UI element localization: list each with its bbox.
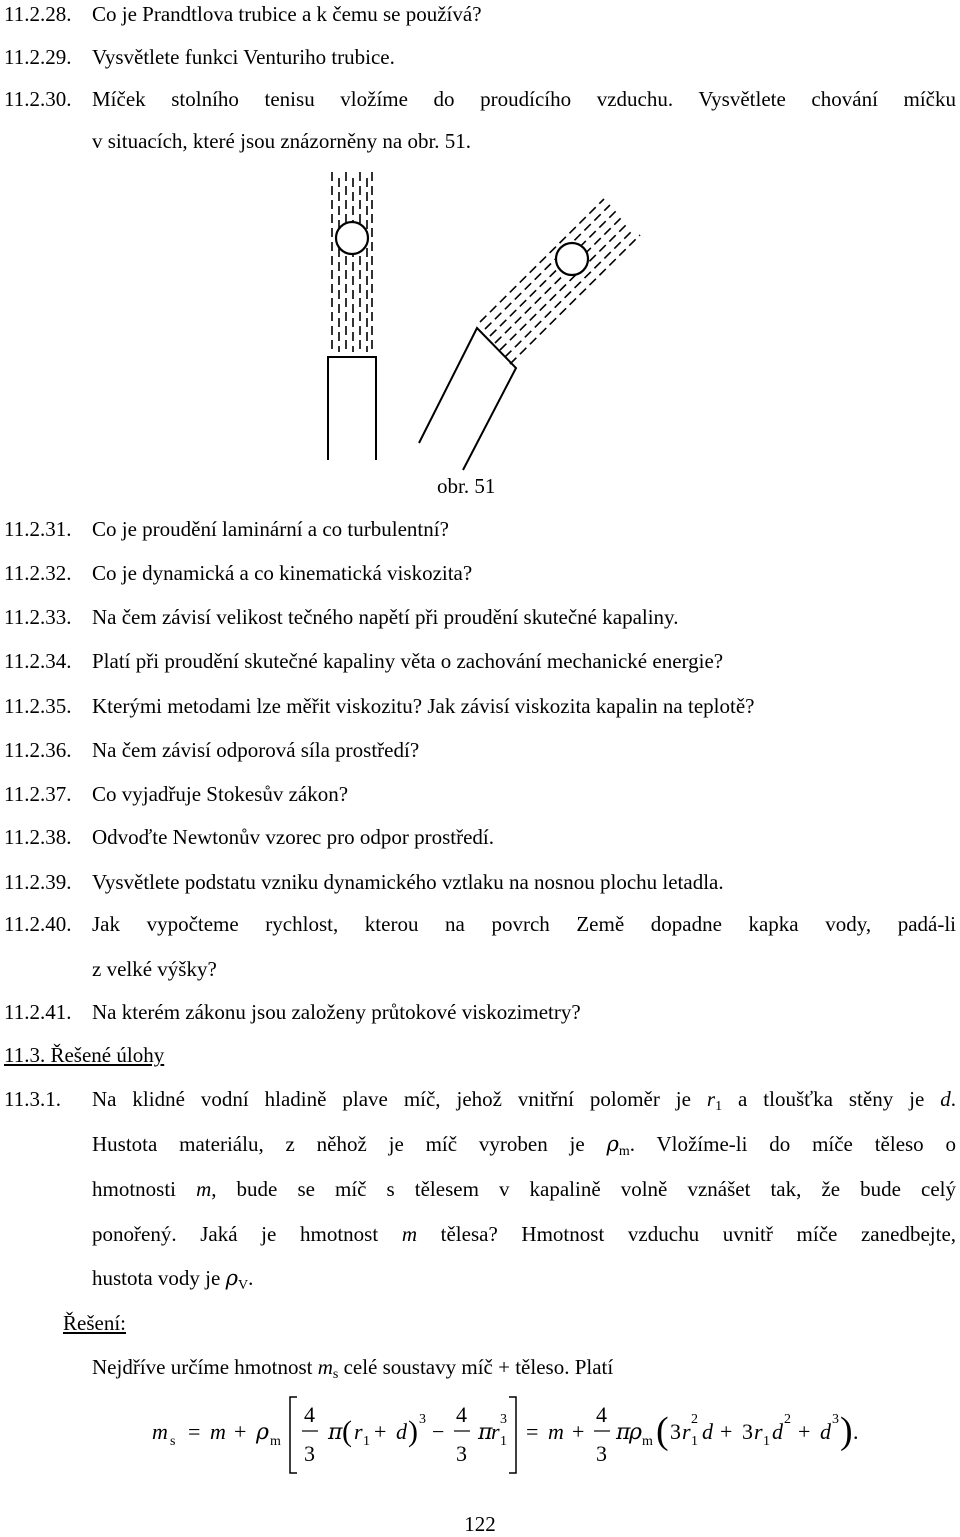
svg-text:1: 1 [363,1434,370,1449]
tilted-airflow-hatch [480,199,640,364]
svg-text:=: = [188,1419,201,1444]
problem-line-3: hmotnosti m, bude se míč s tělesem v kapalině volně vznášet tak, že bude celý [92,1177,956,1201]
vertical-tube [328,357,376,460]
problem-line-2: Hustota materiálu, z něhož je míč vyroben je $\rho_m$. Vložíme-li do míče těleso o [92,1132,957,1159]
svg-text:s: s [170,1434,176,1449]
problem-line-5: hustota vody je $\rho_V$. [92,1266,254,1293]
question-11-2-40: 11.2.40. Jak vypočteme rychlost, kterou na povrch Země dopadne kapka vody, padá-li [4,912,956,936]
svg-text:3: 3 [670,1419,681,1444]
svg-text:4: 4 [596,1402,607,1427]
problem-line-4: ponořený. Jaká je hmotnost m tělesa? Hmotnost vzduchu uvnitř míče zanedbejte, [92,1222,957,1246]
svg-text:3: 3 [500,1412,507,1427]
svg-text:3: 3 [832,1412,839,1427]
svg-text:+: + [374,1419,387,1444]
problem-line-1: 11.3.1. Na klidné vodní hladině plave míč, jehož vnitřní poloměr je $r_1$ a tloušťka stěny je d. [4,1087,957,1114]
svg-text:ρ: ρ [256,1420,269,1445]
figure-51 [0,160,960,505]
svg-text:2: 2 [784,1412,791,1427]
svg-text:3: 3 [596,1441,607,1466]
svg-text:+: + [720,1419,733,1444]
svg-text:1: 1 [691,1434,698,1449]
svg-text:3: 3 [419,1412,426,1427]
svg-text:1: 1 [500,1434,507,1449]
solution-intro: Nejdříve určíme hmotnost $m_s$ celé soustavy míč + těleso. Platí [92,1355,614,1382]
svg-text:d: d [396,1419,407,1444]
svg-text:(: ( [342,1415,352,1448]
svg-text:3: 3 [456,1441,467,1466]
svg-text:π: π [616,1420,631,1445]
svg-text:m: m [270,1434,281,1449]
svg-text:r: r [354,1419,363,1444]
question-11-2-34: 11.2.34. Platí při proudění skutečné kapaliny věta o zachování mechanické energie? [4,649,724,673]
svg-text:π: π [478,1420,493,1445]
tilted-ball [556,243,588,275]
question-11-2-28: 11.2.28. Co je Prandtlova trubice a k čemu se používá? [4,2,482,26]
question-11-2-31: 11.2.31. Co je proudění laminární a co turbulentní? [4,517,449,541]
svg-text:d: d [820,1419,831,1444]
question-11-2-41: 11.2.41. Na kterém zákonu jsou založeny průtokové viskozimetry? [4,1000,581,1024]
svg-text:m: m [210,1419,226,1444]
svg-text:m: m [152,1419,168,1444]
svg-text:r: r [754,1419,763,1444]
question-11-2-36: 11.2.36. Na čem závisí odporová síla prostředí? [4,738,420,762]
svg-text:3: 3 [304,1441,315,1466]
svg-text:+: + [234,1419,247,1444]
page-number: 122 [464,1512,496,1536]
question-11-2-29: 11.2.29. Vysvětlete funkci Venturiho trubice. [4,45,395,69]
question-11-2-33: 11.2.33. Na čem závisí velikost tečného napětí při proudění skutečné kapaliny. [4,605,679,629]
svg-text:): ) [840,1410,853,1452]
mass-formula [150,1385,890,1481]
question-11-2-40-cont: z velké výšky? [92,957,217,981]
svg-text:d: d [772,1419,783,1444]
svg-text:): ) [408,1415,418,1448]
section-heading: 11.3. Řešené úlohy [4,1043,165,1067]
question-11-2-38: 11.2.38. Odvoďte Newtonův vzorec pro odpor prostředí. [4,825,494,849]
svg-text:2: 2 [691,1412,698,1427]
svg-text:1: 1 [763,1434,770,1449]
figure-caption: obr. 51 [437,474,496,498]
svg-text:r: r [682,1419,691,1444]
svg-text:3: 3 [742,1419,753,1444]
svg-text:π: π [328,1420,343,1445]
svg-text:−: − [432,1419,445,1444]
svg-text:m: m [642,1434,653,1449]
question-11-2-30-cont: v situacích, které jsou znázorněny na obr. 51. [92,129,472,153]
svg-text:4: 4 [304,1402,315,1427]
svg-text:d: d [702,1419,713,1444]
svg-text:m: m [548,1419,564,1444]
solution-label: Řešení: [63,1311,126,1335]
vertical-ball [336,222,368,254]
question-11-2-39: 11.2.39. Vysvětlete podstatu vzniku dynamického vztlaku na nosnou plochu letadla. [4,870,724,894]
svg-text:+: + [572,1419,585,1444]
question-11-2-32: 11.2.32. Co je dynamická a co kinematická viskozita? [4,561,473,585]
svg-text:=: = [526,1419,539,1444]
svg-text:ρ: ρ [629,1420,642,1445]
question-11-2-37: 11.2.37. Co vyjadřuje Stokesův zákon? [4,782,349,806]
svg-text:.: . [853,1419,859,1444]
svg-text:+: + [798,1419,811,1444]
question-11-2-30: 11.2.30. Míček stolního tenisu vložíme do proudícího vzduchu. Vysvětlete chování míčku [4,87,956,111]
svg-text:4: 4 [456,1402,467,1427]
vertical-airflow-hatch [332,172,372,352]
svg-text:(: ( [656,1410,669,1452]
question-11-2-35: 11.2.35. Kterými metodami lze měřit viskozitu? Jak závisí viskozita kapalin na teplotě? [4,694,755,718]
svg-text:r: r [491,1419,500,1444]
